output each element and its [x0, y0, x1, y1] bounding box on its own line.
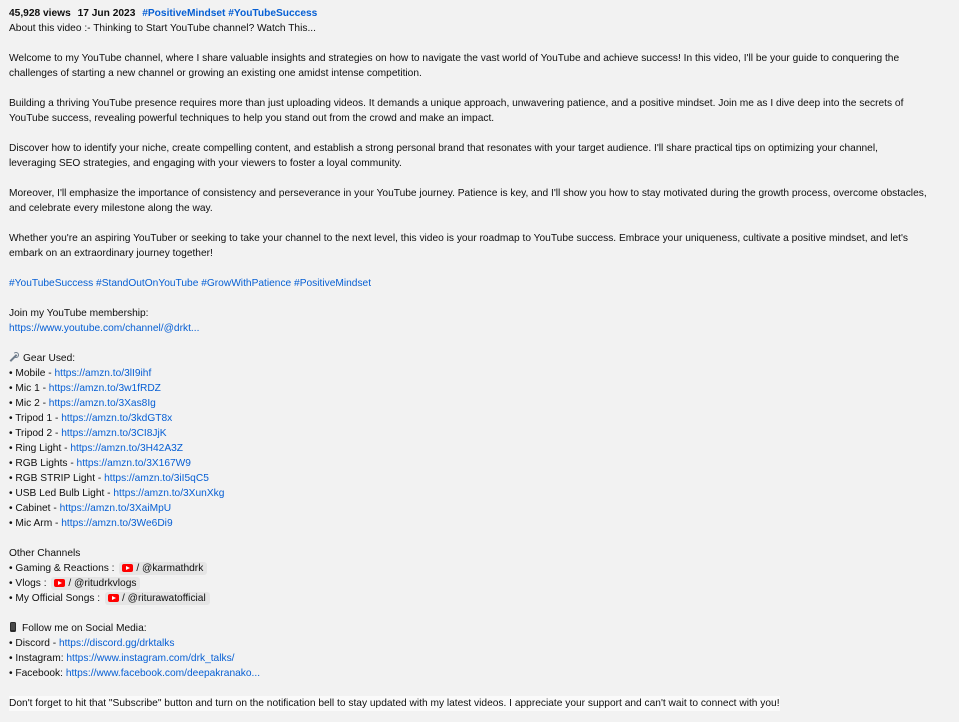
paragraph-line: Moreover, I'll emphasize the importance of consistency and perseverance in your YouTube journey. Patience is key, and I'll show you how to stay motivated during the growth process, overcome obstacles,	[9, 188, 927, 199]
membership-link[interactable]: https://www.youtube.com/channel/@drkt...	[9, 323, 200, 334]
gear-item	[9, 396, 950, 411]
channel-link-karmathdrk[interactable]	[119, 562, 207, 575]
gear-item-link[interactable]: https://amzn.to/3kdGT8x	[61, 413, 173, 424]
header-hashtags[interactable]: #PositiveMindset #YouTubeSuccess	[142, 8, 318, 19]
discord-link[interactable]: https://discord.gg/drktalks	[58, 638, 175, 649]
gear-item-link[interactable]: https://amzn.to/3XunXkg	[113, 488, 225, 499]
social-item	[9, 651, 950, 666]
gear-item	[9, 501, 950, 516]
channel-item	[9, 591, 950, 606]
instagram-link[interactable]: https://www.instagram.com/drk_talks/	[66, 653, 235, 664]
hashtag-line[interactable]: #YouTubeSuccess #StandOutOnYouTube #GrowWithPatience #PositiveMindset	[9, 278, 372, 289]
social-item-label: • Instagram:	[9, 653, 67, 664]
gear-item-label: • Tripod 2 -	[9, 428, 62, 439]
youtube-logo-icon	[108, 594, 119, 602]
gear-item	[9, 486, 950, 501]
channel-item	[9, 561, 950, 576]
gear-item	[9, 441, 950, 456]
channel-link-ritudrkvlogs[interactable]	[51, 577, 140, 590]
gear-item	[9, 471, 950, 486]
paragraph-line: and celebrate every milestone along the way.	[9, 203, 213, 214]
gear-item	[9, 411, 950, 426]
gear-item-link[interactable]: https://amzn.to/3H42A3Z	[70, 443, 184, 454]
gear-item	[9, 456, 950, 471]
facebook-link[interactable]: https://www.facebook.com/deepakranako...	[65, 668, 261, 679]
gear-heading-label: Gear Used:	[23, 353, 76, 364]
membership-label: Join my YouTube membership:	[9, 308, 149, 319]
youtube-logo-icon	[122, 564, 133, 572]
gear-item-link[interactable]: https://amzn.to/3CI8JjK	[61, 428, 167, 439]
paragraph-whether	[9, 231, 950, 261]
wrench-icon	[9, 352, 19, 362]
paragraph-line: YouTube success, revealing powerful techniques to help you stand out from the crowd and make an impact.	[9, 113, 495, 124]
gear-item	[9, 381, 950, 396]
gear-item-link[interactable]: https://amzn.to/3iI5qC5	[104, 473, 209, 484]
paragraph-line: Discover how to identify your niche, create compelling content, and establish a strong personal brand that resonates with your target audience. I'll share practical tips on optimizing your channel,	[9, 143, 878, 154]
gear-item-link[interactable]: https://amzn.to/3We6Di9	[61, 518, 173, 529]
paragraph-welcome	[9, 51, 950, 81]
social-heading-label: Follow me on Social Media:	[22, 623, 147, 634]
gear-item	[9, 426, 950, 441]
paragraph-line: Building a thriving YouTube presence requires more than just uploading videos. It demands a unique approach, unwavering patience, and a positive mindset. Join me as I dive deep into the secrets of	[9, 98, 904, 109]
channel-handle: / @ritudrkvlogs	[68, 577, 137, 589]
gear-item-link[interactable]: https://amzn.to/3Xas8Ig	[48, 398, 156, 409]
paragraph-line: embark on an extraordinary journey together!	[9, 248, 213, 259]
upload-date: 17 Jun 2023	[77, 8, 136, 19]
gear-item-label: • RGB Lights -	[9, 458, 77, 469]
gear-item-label: • Mic Arm -	[9, 518, 62, 529]
paragraph-line: Whether you're an aspiring YouTuber or seeking to take your channel to the next level, this video is your roadmap to YouTube success. Embrace your uniqueness, cultivate a positive mindset, and let's	[9, 233, 909, 244]
paragraph-discover	[9, 141, 950, 171]
channel-handle: / @riturawatofficial	[121, 592, 206, 604]
channels-heading: Other Channels	[9, 548, 81, 559]
gear-item-label: • Tripod 1 -	[9, 413, 62, 424]
gear-item-label: • Mic 2 -	[9, 398, 49, 409]
view-count: 45,928 views	[9, 8, 71, 19]
gear-item-link[interactable]: https://amzn.to/3X167W9	[76, 458, 191, 469]
social-item-label: • Facebook:	[9, 668, 66, 679]
gear-item-label: • Ring Light -	[9, 443, 71, 454]
description-meta	[9, 6, 950, 21]
gear-item	[9, 366, 950, 381]
gear-item-label: • RGB STRIP Light -	[9, 473, 105, 484]
channel-item-label: • My Official Songs :	[9, 593, 103, 604]
paragraph-moreover	[9, 186, 950, 216]
channel-item-label: • Vlogs :	[9, 578, 50, 589]
gear-item-link[interactable]: https://amzn.to/3XaiMpU	[59, 503, 172, 514]
gear-item-link[interactable]: https://amzn.to/3lI9ihf	[54, 368, 152, 379]
paragraph-line: Welcome to my YouTube channel, where I share valuable insights and strategies on how to navigate the vast world of YouTube and achieve success! In this video, I'll be your guide to conquering the	[9, 53, 900, 64]
gear-item	[9, 516, 950, 531]
gear-item-label: • Cabinet -	[9, 503, 60, 514]
social-item-label: • Discord -	[9, 638, 59, 649]
gear-item-link[interactable]: https://amzn.to/3w1fRDZ	[48, 383, 161, 394]
paragraph-building	[9, 96, 950, 126]
gear-item-label: • Mic 1 -	[9, 383, 49, 394]
channel-link-riturawatofficial[interactable]	[105, 592, 210, 605]
mobile-phone-icon	[10, 622, 16, 632]
paragraph-line: leveraging SEO strategies, and engaging with your viewers to foster a loyal community.	[9, 158, 402, 169]
gear-item-label: • Mobile -	[9, 368, 55, 379]
channel-item-label: • Gaming & Reactions :	[9, 563, 118, 574]
closing-text: Don't forget to hit that "Subscribe" button and turn on the notification bell to stay updated with my latest videos. I appreciate your support and can't wait to connect with you!	[9, 698, 780, 709]
channel-item	[9, 576, 950, 591]
intro-text: About this video :- Thinking to Start YouTube channel? Watch This...	[9, 23, 316, 34]
youtube-logo-icon	[54, 579, 65, 587]
channel-handle: / @karmathdrk	[136, 562, 204, 574]
gear-heading	[9, 351, 950, 366]
social-item	[9, 666, 950, 681]
gear-item-label: • USB Led Bulb Light -	[9, 488, 114, 499]
paragraph-line: challenges of starting a new channel or growing an existing one amidst intense competition.	[9, 68, 422, 79]
social-item	[9, 636, 950, 651]
social-heading	[9, 621, 950, 636]
